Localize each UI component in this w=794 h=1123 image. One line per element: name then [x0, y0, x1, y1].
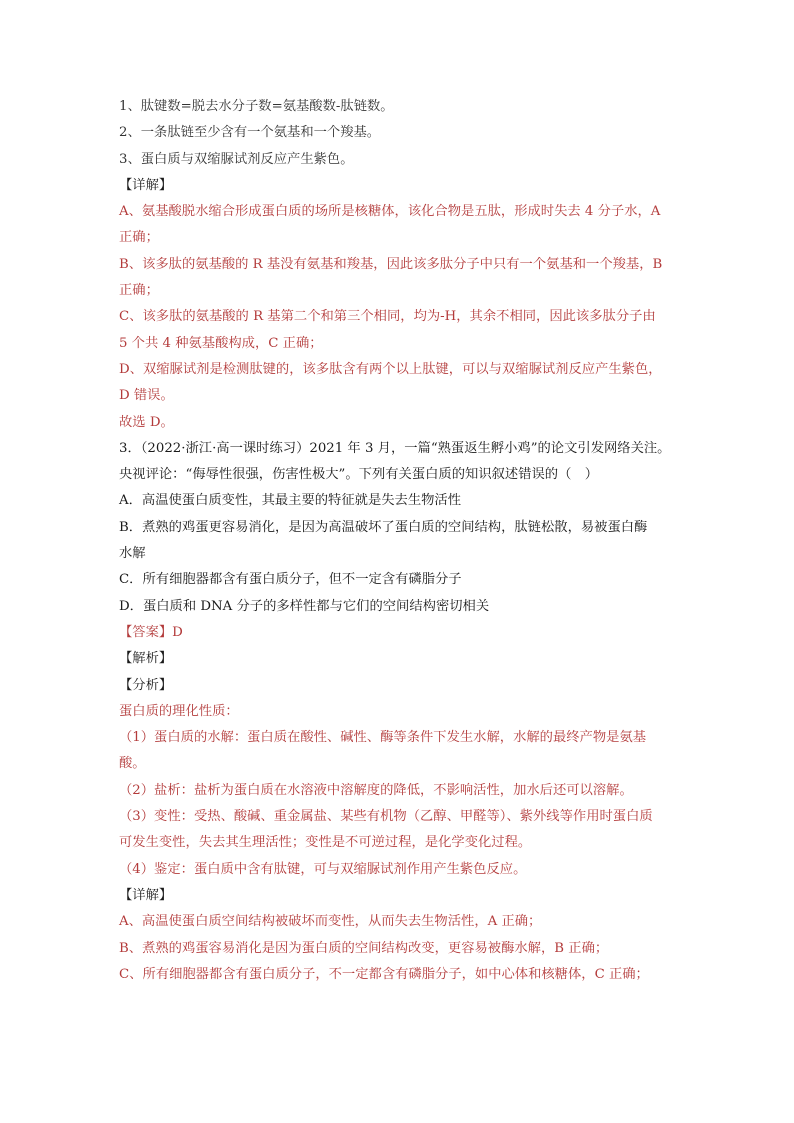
text-line: D 错误。	[119, 388, 174, 404]
text-line: 故选 D。	[119, 414, 174, 430]
text-line: A、氨基酸脱水缩合形成蛋白质的场所是核糖体，该化合物是五肽，形成时失去 4 分子水，A	[119, 204, 661, 220]
document-body	[119, 94, 679, 988]
text-line: C、该多肽的氨基酸的 R 基第二个和第三个相同，均为-H，其余不相同，因此该多肽分子由	[119, 309, 656, 325]
text-line: 1、肽键数=脱去水分子数=氨基酸数-肽链数。	[119, 99, 394, 114]
text-line: A．高温使蛋白质变性，其最主要的特征就是失去生物活性	[119, 493, 462, 509]
text-line: （1）蛋白质的水解：蛋白质在酸性、碱性、酶等条件下发生水解，水解的最终产物是氨基	[119, 730, 647, 746]
text-line: 【解析】	[119, 651, 173, 667]
text-line: （3）变性：受热、酸碱、重金属盐、某些有机物（乙醇、甲醛等）、紫外线等作用时蛋白质	[119, 809, 653, 825]
text-line: 蛋白质的理化性质：	[119, 703, 239, 719]
text-line: 【分析】	[119, 677, 173, 693]
text-line: 正确；	[119, 283, 159, 299]
text-line: D．蛋白质和 DNA 分子的多样性都与它们的空间结构密切相关	[119, 598, 490, 614]
text-line: 可发生变性，失去其生理活性；变性是不可逆过程，是化学变化过程。	[119, 835, 532, 851]
text-line: 水解	[119, 546, 146, 562]
text-line: B．煮熟的鸡蛋更容易消化，是因为高温破坏了蛋白质的空间结构，肽链松散，易被蛋白酶	[119, 519, 648, 535]
text-line: B、煮熟的鸡蛋容易消化是因为蛋白质的空间结构改变，更容易被酶水解，B 正确；	[119, 940, 609, 956]
text-line: B、该多肽的氨基酸的 R 基没有氨基和羧基，因此该多肽分子中只有一个氨基和一个羧基，B	[119, 256, 663, 272]
text-line: C．所有细胞器都含有蛋白质分子，但不一定含有磷脂分子	[119, 572, 462, 588]
text-line: 3．（2022·浙江·高一课时练习）2021 年 3 月，一篇“熟蛋返生孵小鸡”的论文引发网络关注。	[119, 440, 671, 456]
text-line: D、双缩脲试剂是检测肽键的，该多肽含有两个以上肽键，可以与双缩脲试剂反应产生紫色，	[119, 361, 662, 377]
text-line: 【详解】	[119, 177, 173, 193]
text-line: 央视评论：“侮辱性很强，伤害性极大”。下列有关蛋白质的知识叙述错误的（ ）	[119, 467, 598, 483]
text-line: 正确；	[119, 230, 159, 246]
text-line: 【答案】D	[119, 624, 183, 640]
text-line: 酸。	[119, 756, 146, 772]
text-line: 3、蛋白质与双缩脲试剂反应产生紫色。	[119, 151, 354, 167]
text-line: 5 个共 4 种氨基酸构成，C 正确；	[119, 335, 323, 351]
text-line: （2）盐析：盐析为蛋白质在水溶液中溶解度的降低，不影响活性，加水后还可以溶解。	[119, 782, 633, 798]
text-line: 2、一条肽链至少含有一个氨基和一个羧基。	[119, 125, 381, 141]
text-line: C、所有细胞器都含有蛋白质分子，不一定都含有磷脂分子，如中心体和核糖体，C 正确；	[119, 966, 649, 982]
text-line: 【详解】	[119, 887, 173, 903]
text-line: A、高温使蛋白质空间结构被破坏而变性，从而失去生物活性，A 正确；	[119, 914, 542, 930]
text-line: （4）鉴定：蛋白质中含有肽键，可与双缩脲试剂作用产生紫色反应。	[119, 861, 527, 877]
